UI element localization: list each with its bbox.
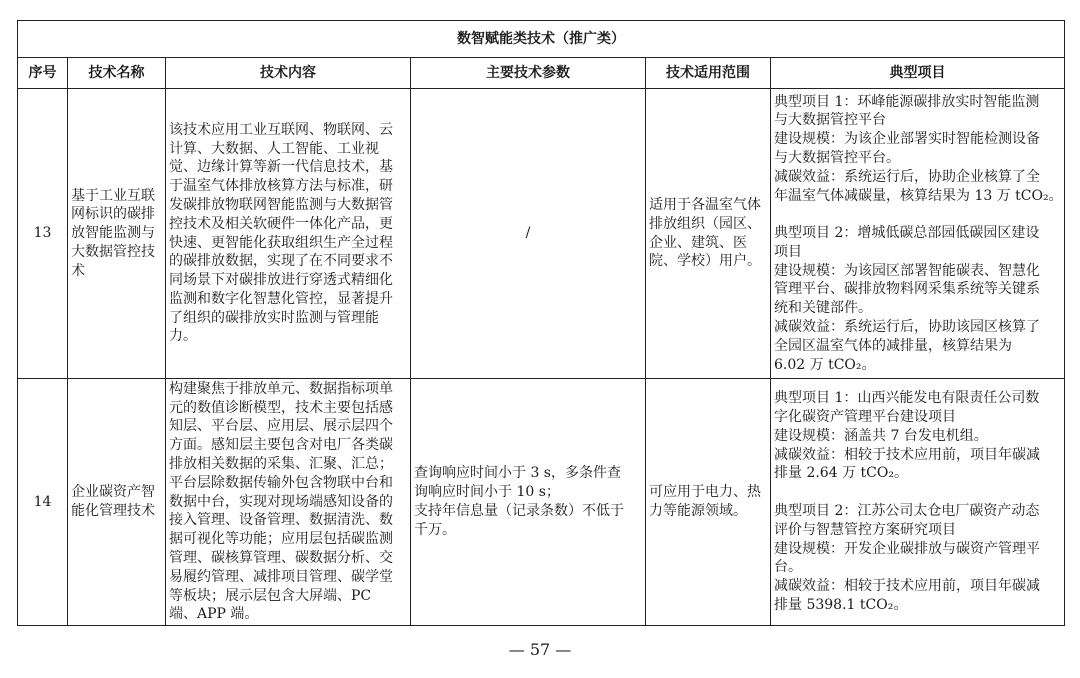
header-content: 技术内容	[166, 58, 411, 89]
table-row	[18, 379, 1065, 626]
header-scope: 技术适用范围	[646, 58, 771, 89]
tech-params: 查询响应时间小于 3 s，多条件查 询响应时间小于 10 s； 支持年信息量（记录条数）不低于 千万。	[411, 379, 646, 626]
tech-scope: 适用于各温室气体 排放组织（园区、 企业、建筑、医 院、学校）用户。	[646, 89, 771, 379]
page-number: — 57 —	[508, 640, 572, 659]
header-name: 技术名称	[68, 58, 166, 89]
table-row	[18, 89, 1065, 379]
header-projects: 典型项目	[771, 58, 1065, 89]
tech-scope: 可应用于电力、热 力等能源领域。	[646, 379, 771, 626]
tech-name: 企业碳资产智 能化管理技术	[68, 379, 166, 626]
tech-name: 基于工业互联 网标识的碳排 放智能监测与 大数据管控技 术	[68, 89, 166, 379]
typical-projects: 典型项目 1：环峰能源碳排放实时智能监测 与大数据管控平台 建设规模：为该企业部署实时智能检测设备 与大数据管控平台。 减碳效益：系统运行后，协助企业核算了全 年温室气体减碳量，核算结果为 13 万 tCO₂。 典型项目 2：增城低碳总部园低碳园区建设 项目 建设规模：为该园区部署智能碳表、智慧化 管理平台、碳排放物料网采集系统等关键系 统和关键部件。 减碳效益：系统运行后，协助该园区核算了 全园区温室气体的减排量，核算结果为 6.02 万 tCO₂。	[771, 89, 1065, 379]
row-no: 13	[18, 89, 68, 379]
tech-content: 构建聚焦于排放单元、数据指标项单 元的数值诊断模型，技术主要包括感 知层、平台层、应用层、展示层四个 方面。感知层主要包含对电厂各类碳 排放相关数据的采集、汇聚、汇总； 平台层除数据传输外包含物联中台和 数据中台，实现对现场端感知设备的 接入管理、设备管理、数据清洗、数 据可视化等功能；应用层包括碳监测 管理、碳核算管理、碳数据分析、交 易履约管理、减排项目管理、碳学堂 等板块；展示层包含大屏端、PC 端、APP 端。	[166, 379, 411, 626]
tech-content: 该技术应用工业互联网、物联网、云 计算、大数据、人工智能、工业视 觉、边缘计算等新一代信息技术，基 于温室气体排放核算方法与标准，研 发碳排放物联网智能监测与大数据管 控技术及相关软硬件一体化产品，更 快速、更智能化获取组织生产全过程 的碳排放数据，实现了在不同要求不 同场景下对碳排放进行穿透式精细化 监测和数字化智慧化管控，显著提升 了组织的碳排放实时监测与管理能 力。	[166, 89, 411, 379]
table-title: 数智赋能类技术（推广类）	[18, 21, 1065, 58]
technology-table	[17, 20, 1065, 626]
typical-projects: 典型项目 1：山西兴能发电有限责任公司数 字化碳资产管理平台建设项目 建设规模：涵盖共 7 台发电机组。 减碳效益：相较于技术应用前，项目年碳减 排量 2.64 万 tCO₂。 典型项目 2：江苏公司太仓电厂碳资产动态 评价与智慧管控方案研究项目 建设规模：开发企业碳排放与碳资产管理平 台。 减碳效益：相较于技术应用前，项目年碳减 排量 5398.1 tCO₂。	[771, 379, 1065, 626]
row-no: 14	[18, 379, 68, 626]
tech-params: /	[411, 89, 646, 379]
header-no: 序号	[18, 58, 68, 89]
header-params: 主要技术参数	[411, 58, 646, 89]
header-row	[18, 58, 1065, 89]
